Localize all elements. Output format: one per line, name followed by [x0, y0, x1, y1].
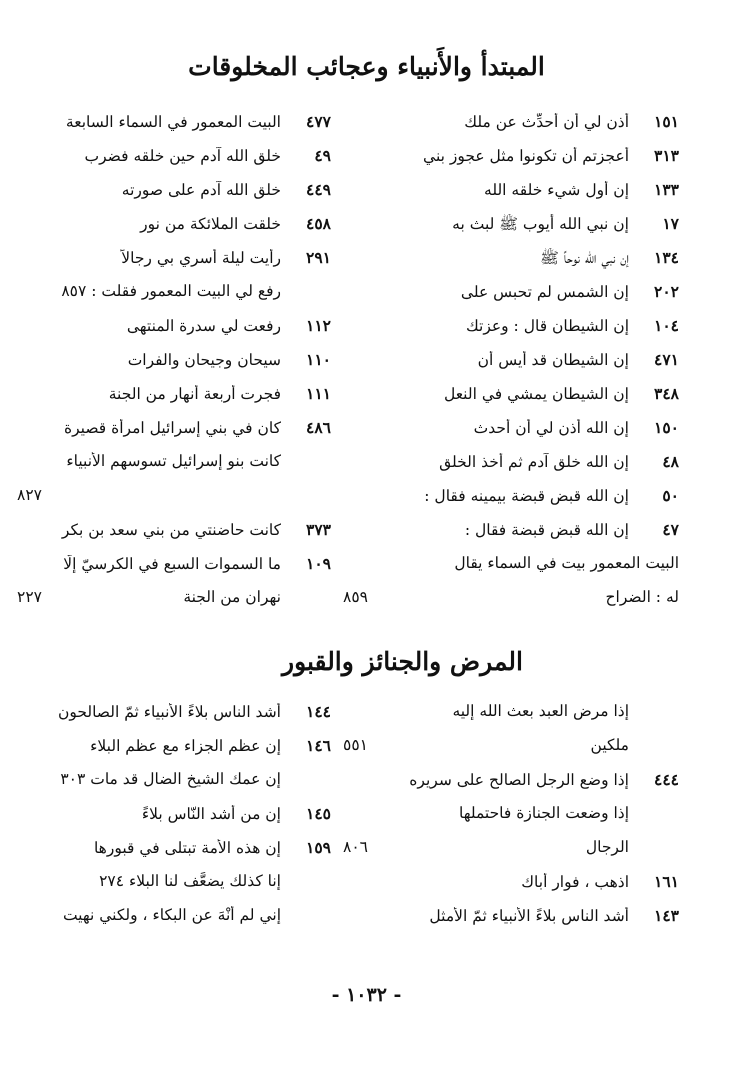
hadith-text: إنا كذلك يضعَّف لنا البلاء ٢٧٤ [99, 872, 281, 890]
hadith-number: ٨٠٦ [343, 838, 368, 856]
index-entry-continuation [343, 804, 679, 838]
hadith-number: ٤٤٤ [654, 770, 679, 789]
hadith-text: ما السموات السبع في الكرسيّ إلّا [63, 555, 281, 573]
index-entry [343, 418, 679, 452]
hadith-text: أشد الناس بلاءً الأنبياء ثمّ الصالحون [57, 703, 281, 721]
index-entry [17, 214, 331, 248]
index-entry [343, 384, 679, 418]
section2-right-column [343, 702, 679, 940]
hadith-text: إن الشمس لم تحبس على [460, 283, 629, 301]
hadith-text: إن الشيطان قال : وعزتك [465, 317, 629, 335]
hadith-text: إن الله أذن لي أن أحدث [473, 419, 629, 437]
index-entry [343, 872, 679, 906]
index-entry [343, 282, 679, 316]
hadith-number: ١٥١ [654, 112, 679, 131]
hadith-text: إذا وضعت الجنازة فاحتملها [458, 804, 629, 822]
hadith-text: إن هذه الأمة تبتلى في قبورها [93, 839, 281, 857]
hadith-text: ملكين [590, 736, 629, 754]
hadith-number: ١٠٤ [654, 316, 679, 335]
hadith-text: فجرت أربعة أنهار من الجنة [108, 385, 281, 403]
index-entry [17, 146, 331, 180]
hadith-text: إني لم أنْهَ عن البكاء ، ولكني نهيت [62, 906, 281, 924]
hadith-number: ٤٩ [314, 146, 331, 165]
section-title-illness: المرض والجنائز والقبور [282, 647, 523, 676]
index-entry [343, 906, 679, 940]
hadith-number: ١١٠ [306, 350, 331, 369]
hadith-text: إن نبي الله أيوب ﷺ لبث به [452, 215, 629, 233]
hadith-text: إن عظم الجزاء مع عظم البلاء [90, 737, 281, 755]
hadith-text: خلق الله آدم على صورته [121, 181, 281, 199]
index-entry [17, 384, 331, 418]
hadith-number: ٣٤٨ [654, 384, 679, 403]
hadith-text: البيت المعمور في السماء السابعة [65, 113, 281, 131]
index-entry [343, 316, 679, 350]
hadith-text: له : الضراح [605, 588, 679, 606]
section-title-creation: المبتدأ والأَنبياء وعجائب المخلوقات [188, 52, 545, 81]
hadith-number: ٨٥٩ [343, 588, 368, 606]
hadith-text: أشد الناس بلاءً الأنبياء ثمّ الأمثل [429, 907, 629, 925]
index-entry [343, 770, 679, 804]
hadith-text: كانت بنو إسرائيل تسوسهم الأنبياء [66, 452, 281, 470]
hadith-text: إن من أشد النّاس بلاءً [141, 805, 281, 823]
section1-right-column [343, 112, 679, 622]
index-entry-continuation [17, 588, 331, 622]
index-entry [343, 486, 679, 520]
hadith-number: ٢٠٢ [654, 282, 679, 301]
hadith-text: إن الله قبض قبضة فقال : [464, 521, 629, 539]
hadith-text: إن الله خلق آدم ثم أخذ الخلق [439, 453, 629, 471]
hadith-number: ٣١٣ [654, 146, 679, 165]
index-entry [17, 702, 331, 736]
hadith-text: نهران من الجنة [183, 588, 281, 606]
index-entry [17, 554, 331, 588]
hadith-text: اذهب ، فوارِ أباك [521, 873, 629, 891]
page-number: - ١٠٣٢ - [331, 984, 402, 1006]
index-entry [343, 112, 679, 146]
index-entry [343, 214, 679, 248]
index-entry [343, 180, 679, 214]
section1-left-column [17, 112, 331, 622]
hadith-text: الرجال [585, 838, 629, 856]
hadith-number: ١١٢ [306, 316, 331, 335]
hadith-text: رفع لي البيت المعمور فقلت : ٨٥٧ [61, 282, 281, 300]
index-entry-continuation [343, 838, 679, 872]
hadith-number: ٤٨ [662, 452, 679, 471]
hadith-number: ١٣٣ [654, 180, 679, 199]
hadith-number: ٤٧ [662, 520, 679, 539]
index-entry [17, 180, 331, 214]
index-entry [343, 452, 679, 486]
hadith-number: ١٤٥ [306, 804, 331, 823]
hadith-text: إن عمك الشيخ الضال قد مات ٣٠٣ [60, 770, 281, 788]
index-entry-continuation [343, 554, 679, 588]
hadith-number: ١٦١ [654, 872, 679, 891]
hadith-text: كان في بني إسرائيل امرأة قصيرة [63, 419, 281, 437]
hadith-number: ٤٥٨ [306, 214, 331, 233]
hadith-number: ٤٨٦ [306, 418, 331, 437]
index-entry-continuation [17, 906, 331, 940]
hadith-number: ١٣٤ [654, 248, 679, 267]
index-entry [17, 804, 331, 838]
index-entry [17, 316, 331, 350]
hadith-text: سيحان وجيحان والفرات [127, 351, 281, 369]
index-entry-continuation [343, 588, 679, 622]
hadith-number: ٢٢٧ [17, 588, 42, 606]
index-entry-continuation [343, 736, 679, 770]
hadith-number: ٣٧٣ [306, 520, 331, 539]
hadith-text: أَعجزتم أن تكونوا مثل عجوز بني [423, 147, 629, 165]
hadith-number: ٥٥١ [343, 736, 368, 754]
hadith-text: كانت حاضنتي من بني سعد بن بكر [61, 521, 281, 539]
index-entry [17, 736, 331, 770]
hadith-text: خلق الله آدم حين خلقه فضرب [84, 147, 281, 165]
index-entry-continuation [17, 486, 331, 520]
hadith-number: ١١١ [306, 384, 331, 403]
hadith-text: أُذن لي أن أُحدِّث عن ملك [464, 113, 629, 131]
hadith-text: إذا مرض العبد بعث الله إليه [452, 702, 629, 720]
hadith-number: ٤٤٩ [306, 180, 331, 199]
index-entry [17, 520, 331, 554]
hadith-text: إن الشيطان يمشي في النعل [443, 385, 629, 403]
hadith-text: إن الله قبض قبضة بيمينه فقال : [424, 487, 629, 505]
index-entry-continuation [17, 770, 331, 804]
hadith-number: ٤٧٧ [306, 112, 331, 131]
section2-left-column [17, 702, 331, 940]
index-entry [17, 112, 331, 146]
hadith-number: ٤٧١ [654, 350, 679, 369]
index-entry-continuation [343, 702, 679, 736]
hadith-text: إن أول شيء خلقه الله [484, 181, 629, 199]
index-entry [343, 146, 679, 180]
hadith-text: إن الشيطان قد أيس أن [477, 351, 629, 369]
index-entry-continuation [17, 872, 331, 906]
hadith-text: رفعت لي سدرة المنتهى [126, 317, 281, 335]
hadith-number: ١٤٤ [306, 702, 331, 721]
index-entry-continuation [17, 282, 331, 316]
index-entry [17, 418, 331, 452]
hadith-number: ٨٢٧ [17, 486, 42, 504]
hadith-number: ٥٠ [662, 486, 679, 505]
index-entry [17, 248, 331, 282]
index-entry [17, 350, 331, 384]
hadith-number: ١٠٩ [306, 554, 331, 573]
hadith-text: إذا وضع الرجل الصالح على سريره [409, 771, 629, 789]
hadith-text: خلقت الملائكة من نور [140, 215, 281, 233]
index-entry-continuation [17, 452, 331, 486]
hadith-number: ١٥٠ [654, 418, 679, 437]
hadith-number: ٢٩١ [306, 248, 331, 267]
index-entry [343, 520, 679, 554]
hadith-number: ١٤٦ [306, 736, 331, 755]
index-entry [343, 248, 679, 282]
hadith-number: ١٤٣ [654, 906, 679, 925]
hadith-text: البيت المعمور بيت في السماء يقال [454, 554, 679, 572]
hadith-text: إن نبي الله نوحاً ﷺ [540, 249, 629, 267]
hadith-number: ١٥٩ [306, 838, 331, 857]
index-entry [17, 838, 331, 872]
hadith-number: ١٧ [662, 214, 679, 233]
hadith-text: رأيت ليلة أسري بي رجالاً [121, 249, 281, 267]
index-entry [343, 350, 679, 384]
